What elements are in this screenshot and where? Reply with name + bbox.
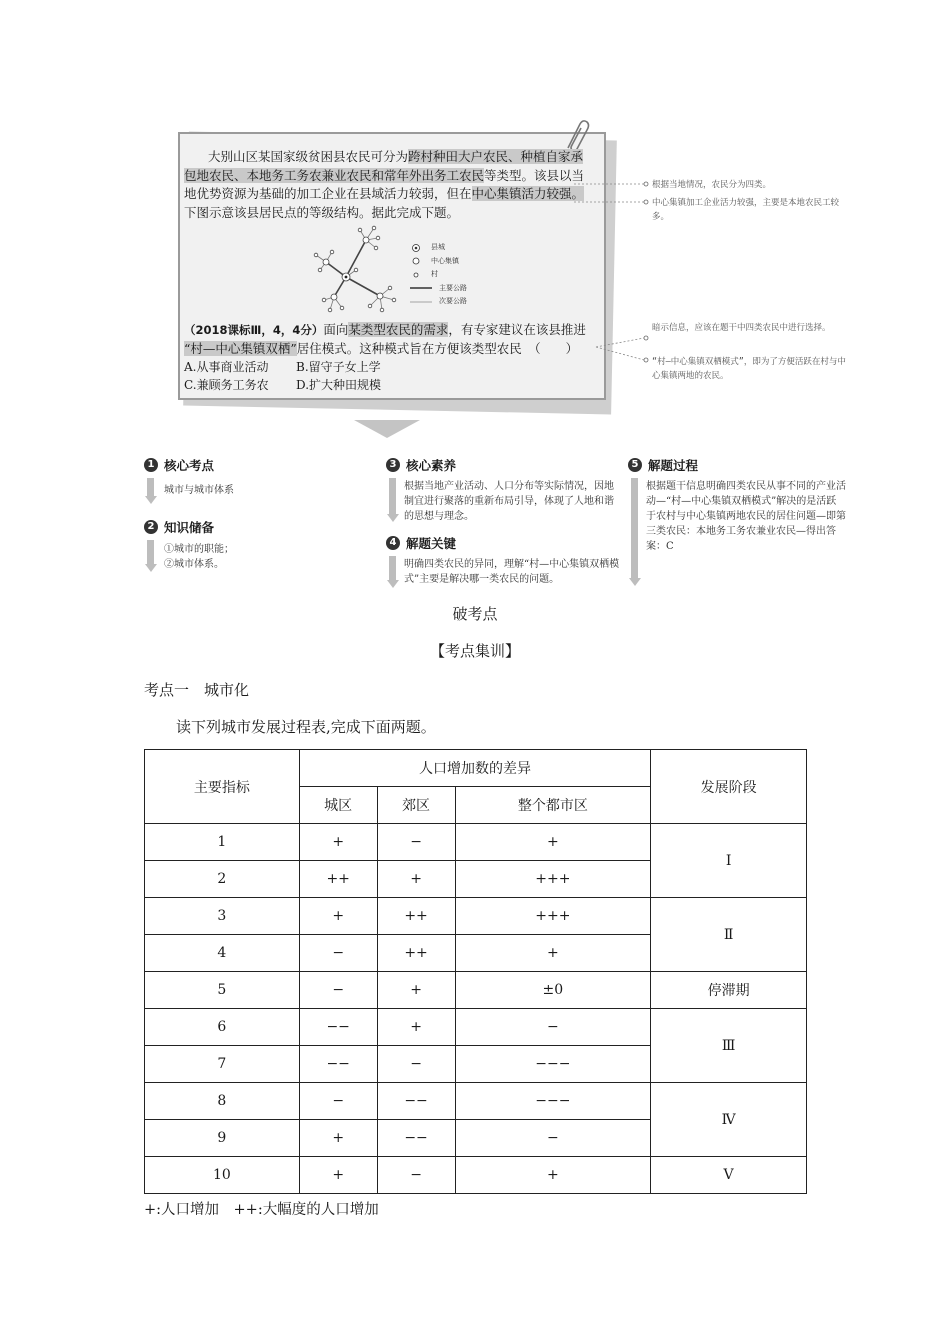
cell: ++ [377,898,455,935]
cell: − [377,1046,455,1083]
cell: 3 [145,898,300,935]
section-4-body: 明确四类农民的异同，理解“村—中心集镇双栖模式”主要是解决哪一类农民的问题。 [404,559,620,585]
note-4: “村—中心集镇双栖模式”，即为了方便活跃在村与中心集镇两地的农民。 [652,357,846,381]
cell: − [377,824,455,861]
cell: − [455,1009,651,1046]
cell: + [377,1009,455,1046]
cell: − [299,972,377,1009]
cell: 1 [145,824,300,861]
note-1: 根据当地情况，农民分为四类。 [652,180,772,190]
table-row [145,824,807,861]
intro-text: 读下列城市发展过程表,完成下面两题。 [176,718,436,736]
cell: ±0 [455,972,651,1009]
down-arrow-icon [354,420,420,440]
main-road-symbol-icon [410,283,434,293]
cell: + [299,898,377,935]
table-row [145,898,807,935]
option-b: B.留守子女上学 [296,360,381,374]
cell: ++ [299,861,377,898]
cell: 2 [145,861,300,898]
question-stem: （2018课标Ⅲ，4，4分）面向某类型农民的需求，有专家建议在该县推进 “村—中心集镇双栖”居住模式。这种模式旨在方便该类型农民 （ ） [184,322,586,356]
header-index: 主要指标 [145,750,300,824]
header-diff: 人口增加数的差异 [299,750,650,787]
table-row [145,1083,807,1120]
table-row [145,1157,807,1194]
table-row [145,972,807,1009]
section-3-arrow [389,478,396,522]
cell: + [299,824,377,861]
cell: 6 [145,1009,300,1046]
cell: − [299,935,377,972]
cell: + [377,861,455,898]
settlement-diagram [308,222,404,322]
section-1-body: 城市与城市体系 [164,485,234,496]
cell: + [299,1157,377,1194]
header-suburb: 郊区 [377,787,455,824]
cell: +++ [455,861,651,898]
cell: 7 [145,1046,300,1083]
note-3: 暗示信息，应该在题干中四类农民中进行选择。 [652,323,831,333]
section-key: 4 解题关键 [386,534,456,552]
section-3-body: 根据当地产业活动、人口分布等实际情况，因地制宜进行聚落的重新布局引导，体现了人地和谐的思想与理念。 [404,481,614,522]
cell: 8 [145,1083,300,1120]
header-metro: 整个都市区 [455,787,651,824]
note-2: 中心集镇加工企业活力较强，主要是本地农民工较多。 [652,198,840,222]
passage: 大别山区某国家级贫困县农民可分为跨村种田大户农民、种植自家承包地农民、本地务工务农兼业农民和常年外出务工农民等类型。该县以当地优势资源为基础的加工企业在县域活力较弱，但在中心集镇活力较强。 下图示意该县居民点的等级结构。据此完成下题。 [184,149,585,220]
cell: − [299,1083,377,1120]
topic-title: 考点一 城市化 [144,681,250,699]
village-symbol-icon [410,270,426,280]
page-heading: 破考点 [452,605,498,623]
section-2-arrow [147,540,154,572]
note-connectors [574,175,650,375]
cell: + [455,1157,651,1194]
section-2-body: ①城市的职能； ②城市体系。 [164,544,234,570]
option-d: D.扩大种田规模 [296,378,382,392]
diagram-legend: 县城 中心集镇 村 主要公路 次要公路 [410,241,467,309]
county-town-symbol-icon [410,243,426,253]
stage-cell: 停滞期 [651,972,807,1009]
cell: 4 [145,935,300,972]
section-knowledge: 2 知识储备 [144,518,214,536]
page-subheading: 【考点集训】 [429,642,520,660]
table-footnote: +:人口增加 ++:大幅度的人口增加 [144,1202,379,1218]
stage-cell: Ⅰ [651,824,807,898]
section-5-body: 根据题干信息明确四类农民从事不同的产业活动—“村—中心集镇双栖模式”解决的是活跃于农村与中心集镇两地农民的居住问题—即第三类农民：本地务工务农兼业农民—得出答案：C [646,481,846,552]
stage-cell: Ⅲ [651,1009,807,1083]
cell: −−− [455,1083,651,1120]
central-town-symbol-icon [410,256,426,266]
option-a: A.从事商业活动 [184,360,269,374]
cell: +++ [455,898,651,935]
option-c: C.兼顾务工务农 [184,378,269,392]
table-row [145,1009,807,1046]
section-core-literacy: 3 核心素养 [386,456,456,474]
section-4-arrow [389,556,396,588]
cell: + [455,935,651,972]
cell: − [377,1157,455,1194]
stage-cell: Ⅴ [651,1157,807,1194]
cell: + [455,824,651,861]
cell: 9 [145,1120,300,1157]
cell: −− [299,1009,377,1046]
cell: −− [377,1083,455,1120]
cell: −− [299,1046,377,1083]
cell: 10 [145,1157,300,1194]
cell: + [299,1120,377,1157]
cell: ++ [377,935,455,972]
cell: −−− [455,1046,651,1083]
header-city: 城区 [299,787,377,824]
stage-cell: Ⅱ [651,898,807,972]
cell: + [377,972,455,1009]
cell: 5 [145,972,300,1009]
section-1-arrow [147,478,154,504]
cell: − [455,1120,651,1157]
section-process: 5 解题过程 [628,456,698,474]
header-stage: 发展阶段 [651,750,807,824]
paperclip-icon [562,118,590,152]
section-5-arrow [631,478,638,586]
secondary-road-symbol-icon [410,297,434,307]
cell: −− [377,1120,455,1157]
urban-development-table [144,749,807,1194]
section-core-point: 1 核心考点 [144,456,214,474]
stage-cell: Ⅳ [651,1083,807,1157]
